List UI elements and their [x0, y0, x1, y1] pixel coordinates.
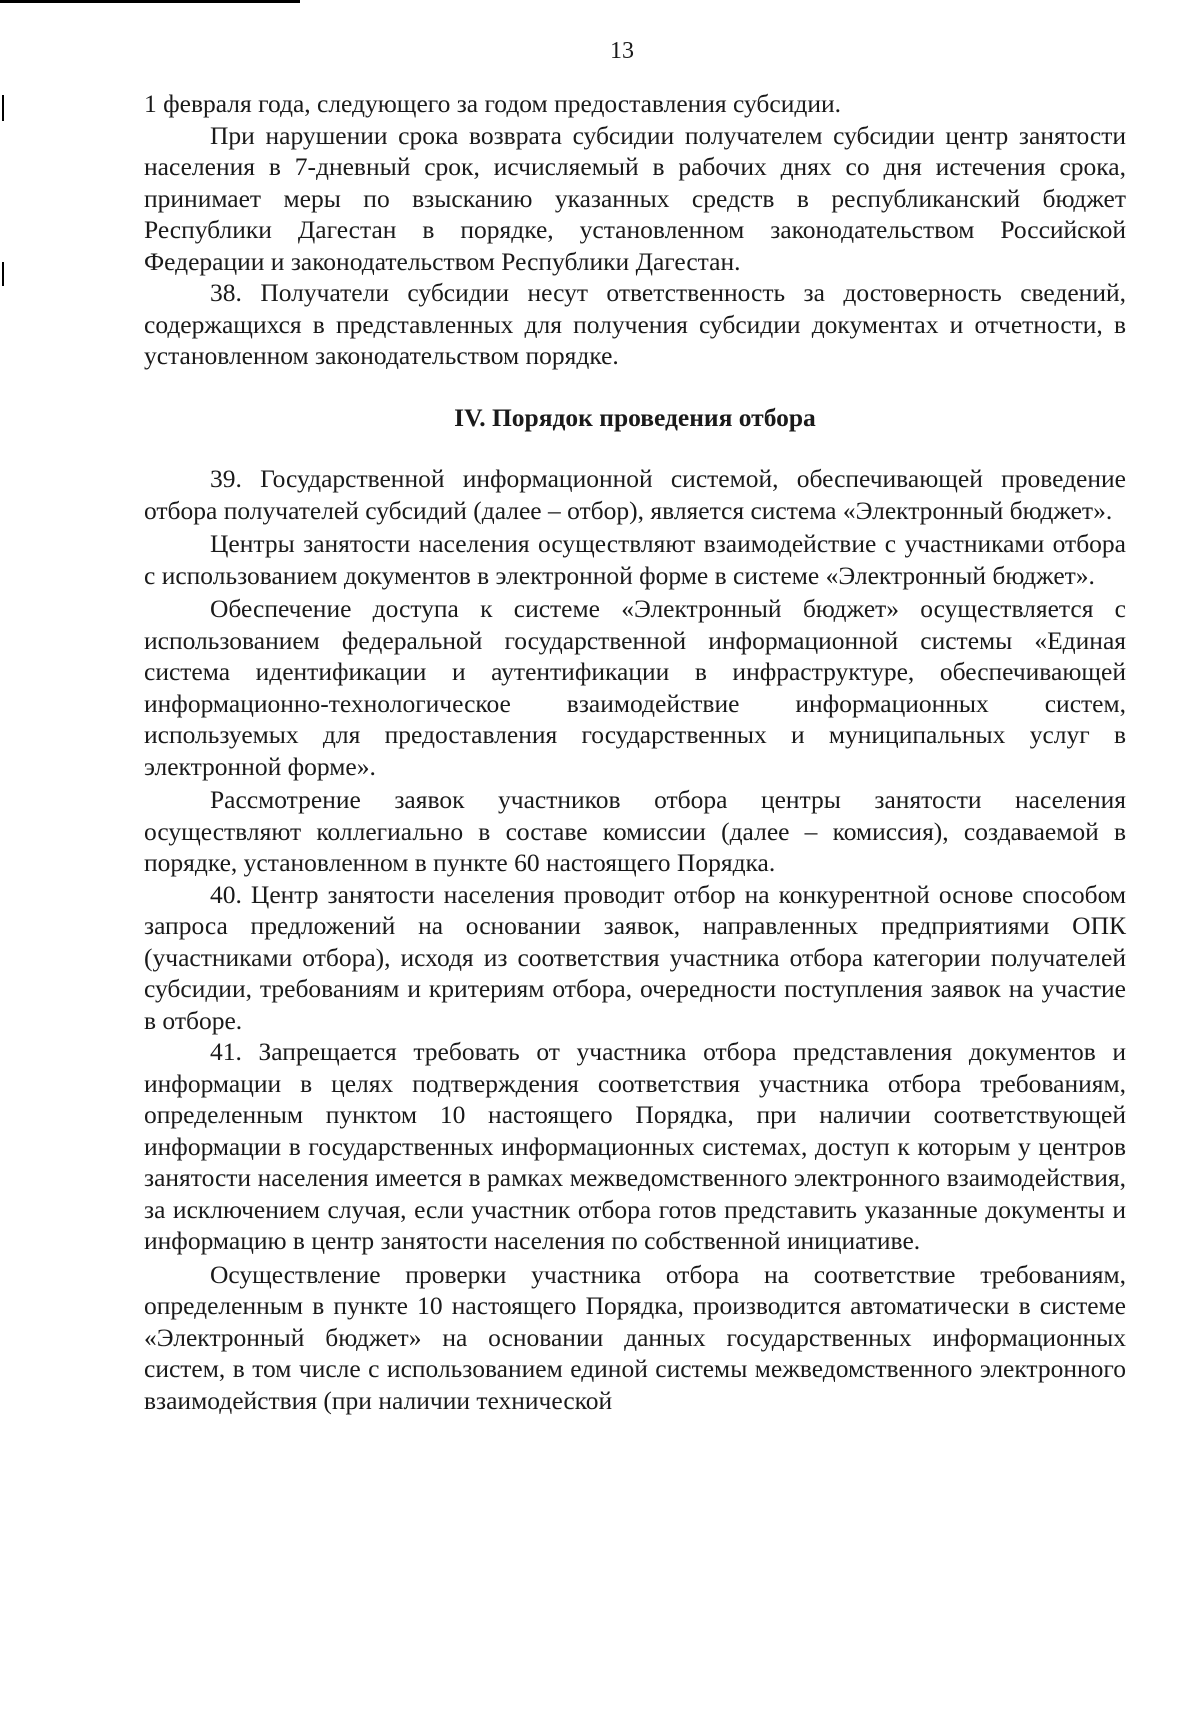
document-body: [144, 88, 1126, 1416]
scan-edge-mark: [2, 262, 4, 286]
section-heading: IV. Порядок проведения отбора: [454, 402, 816, 432]
scan-edge-mark: [2, 95, 4, 121]
paragraph: Рассмотрение заявок участников отбора центры занятости населения осуществляют коллегиально в составе комиссии (далее – комиссия), создаваемой в порядке, установленном в пункте 60 настоящего Порядка.: [144, 785, 1126, 877]
paragraph: 38. Получатели субсидии несут ответственность за достоверность сведений, содержащихся в представленных для получения субсидии документах и отчетности, в установленном законодательством порядке.: [144, 278, 1126, 370]
scan-edge-line: [0, 0, 300, 3]
paragraph: Обеспечение доступа к системе «Электронный бюджет» осуществляется с использованием федеральной государственной информационной системы «Единая система идентификации и аутентификации в инфраструктуре, обеспечивающей информационно-технологическое взаимодействие информационных систем, используемых для предоставления государственных и муниципальных услуг в электронной форме».: [144, 594, 1126, 781]
paragraph: При нарушении срока возврата субсидии получателем субсидии центр занятости населения в 7-дневный срок, исчисляемый в рабочих днях со дня истечения срока, принимает меры по взысканию указанных средств в республиканский бюджет Республики Дагестан в порядке, установленном законодательством Российской Федерации и законодательством Республики Дагестан.: [144, 120, 1126, 276]
paragraph: 40. Центр занятости населения проводит отбор на конкурентной основе способом запроса предложений на основании заявок, направленных предприятиями ОПК (участниками отбора), исходя из соответствия участника отбора категории получателей субсидии, требованиям и критериям отбора, очередности поступления заявок на участие в отборе.: [144, 879, 1126, 1035]
paragraph: 41. Запрещается требовать от участника отбора представления документов и информации в целях подтверждения соответствия участника отбора требованиям, определенным пунктом 10 настоящего Порядка, при наличии соответствующей информации в государственных информационных системах, доступ к которым у центров занятости населения имеется в рамках межведомственного электронного взаимодействия, за исключением случая, если участник отбора готов представить указанные документы и информацию в центр занятости населения по собственной инициативе.: [144, 1037, 1126, 1255]
paragraph: Центры занятости населения осуществляют взаимодействие с участниками отбора с использованием документов в электронной форме в системе «Электронный бюджет».: [144, 529, 1126, 590]
paragraph: 1 февраля года, следующего за годом предоставления субсидии.: [144, 89, 842, 118]
page-number: 13: [610, 38, 634, 64]
paragraph: 39. Государственной информационной системой, обеспечивающей проведение отбора получателей субсидий (далее – отбор), является система «Электронный бюджет».: [144, 464, 1126, 525]
paragraph: Осуществление проверки участника отбора на соответствие требованиям, определенным в пункте 10 настоящего Порядка, производится автоматически в системе «Электронный бюджет» на основании данных государственных информационных систем, в том числе с использованием единой системы межведомственного электронного взаимодействия (при наличии технической: [144, 1259, 1126, 1415]
